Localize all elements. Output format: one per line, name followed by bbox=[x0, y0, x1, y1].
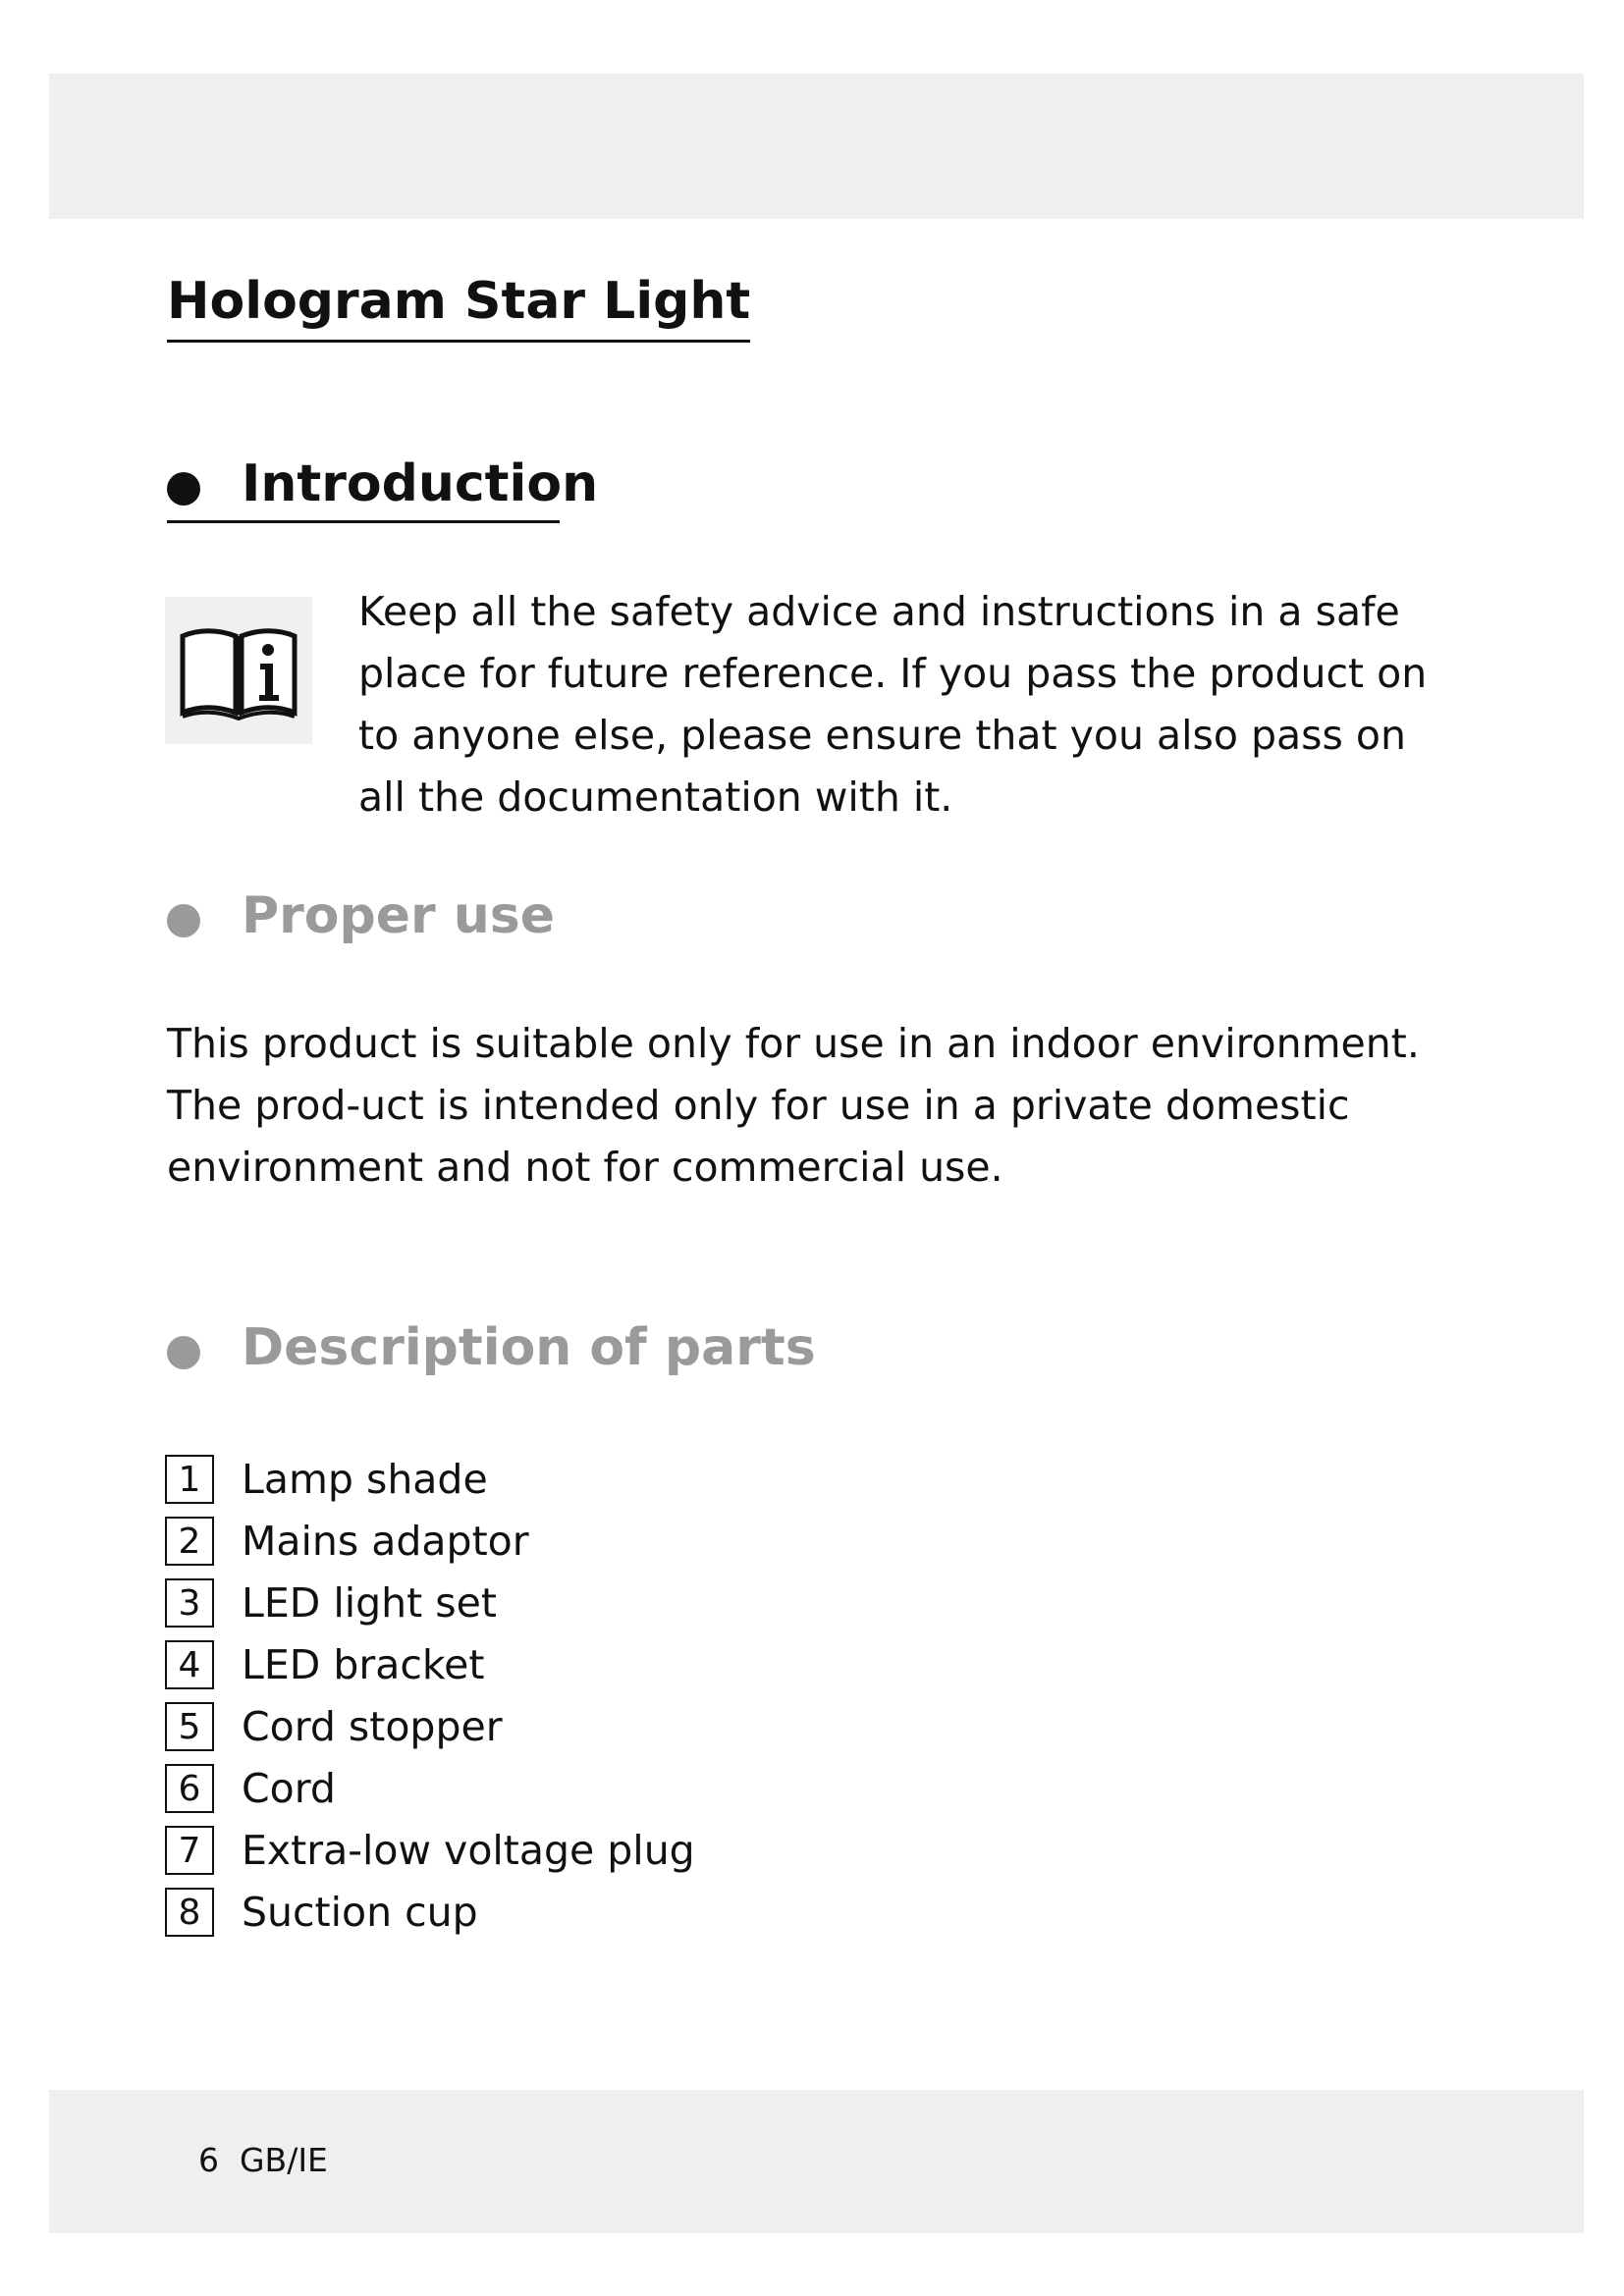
part-number: 3 bbox=[165, 1578, 214, 1628]
part-number: 6 bbox=[165, 1764, 214, 1813]
part-number: 8 bbox=[165, 1888, 214, 1937]
proper-use-heading: Proper use bbox=[242, 886, 555, 945]
section-introduction-heading bbox=[167, 452, 599, 523]
part-number: 2 bbox=[165, 1517, 214, 1566]
bullet-icon bbox=[167, 472, 200, 506]
document-title: Hologram Star Light bbox=[167, 267, 750, 343]
part-label: Lamp shade bbox=[242, 1456, 488, 1503]
footer-band bbox=[49, 2090, 1584, 2233]
part-label: Mains adaptor bbox=[242, 1518, 529, 1565]
part-label: Suction cup bbox=[242, 1889, 478, 1936]
part-label: Cord stopper bbox=[242, 1703, 503, 1750]
part-number: 7 bbox=[165, 1826, 214, 1875]
page-number: 6 bbox=[198, 2141, 219, 2179]
part-label: LED bracket bbox=[242, 1641, 485, 1688]
introduction-heading: Introduction bbox=[242, 454, 599, 513]
page-footer bbox=[198, 2141, 328, 2179]
description-of-parts-heading: Description of parts bbox=[242, 1318, 816, 1377]
part-number: 5 bbox=[165, 1702, 214, 1751]
info-book-icon bbox=[165, 597, 312, 744]
bullet-icon bbox=[167, 1336, 200, 1369]
introduction-text: Keep all the safety advice and instructions in a safe place for future reference. If you pass the product on to anyone else, please ensure that you also pass on all the documentation with it. bbox=[358, 588, 1428, 821]
part-number: 4 bbox=[165, 1640, 214, 1689]
header-band bbox=[49, 74, 1584, 219]
part-number: 1 bbox=[165, 1455, 214, 1504]
proper-use-text: This product is suitable only for use in an indoor environment. The prod-uct is intended only for use in a private domestic environment and not for commercial use. bbox=[167, 1020, 1420, 1191]
region-label: GB/IE bbox=[239, 2141, 328, 2179]
part-label: Cord bbox=[242, 1765, 336, 1812]
bullet-icon bbox=[167, 904, 200, 937]
part-label: LED light set bbox=[242, 1579, 497, 1627]
part-label: Extra-low voltage plug bbox=[242, 1827, 695, 1874]
